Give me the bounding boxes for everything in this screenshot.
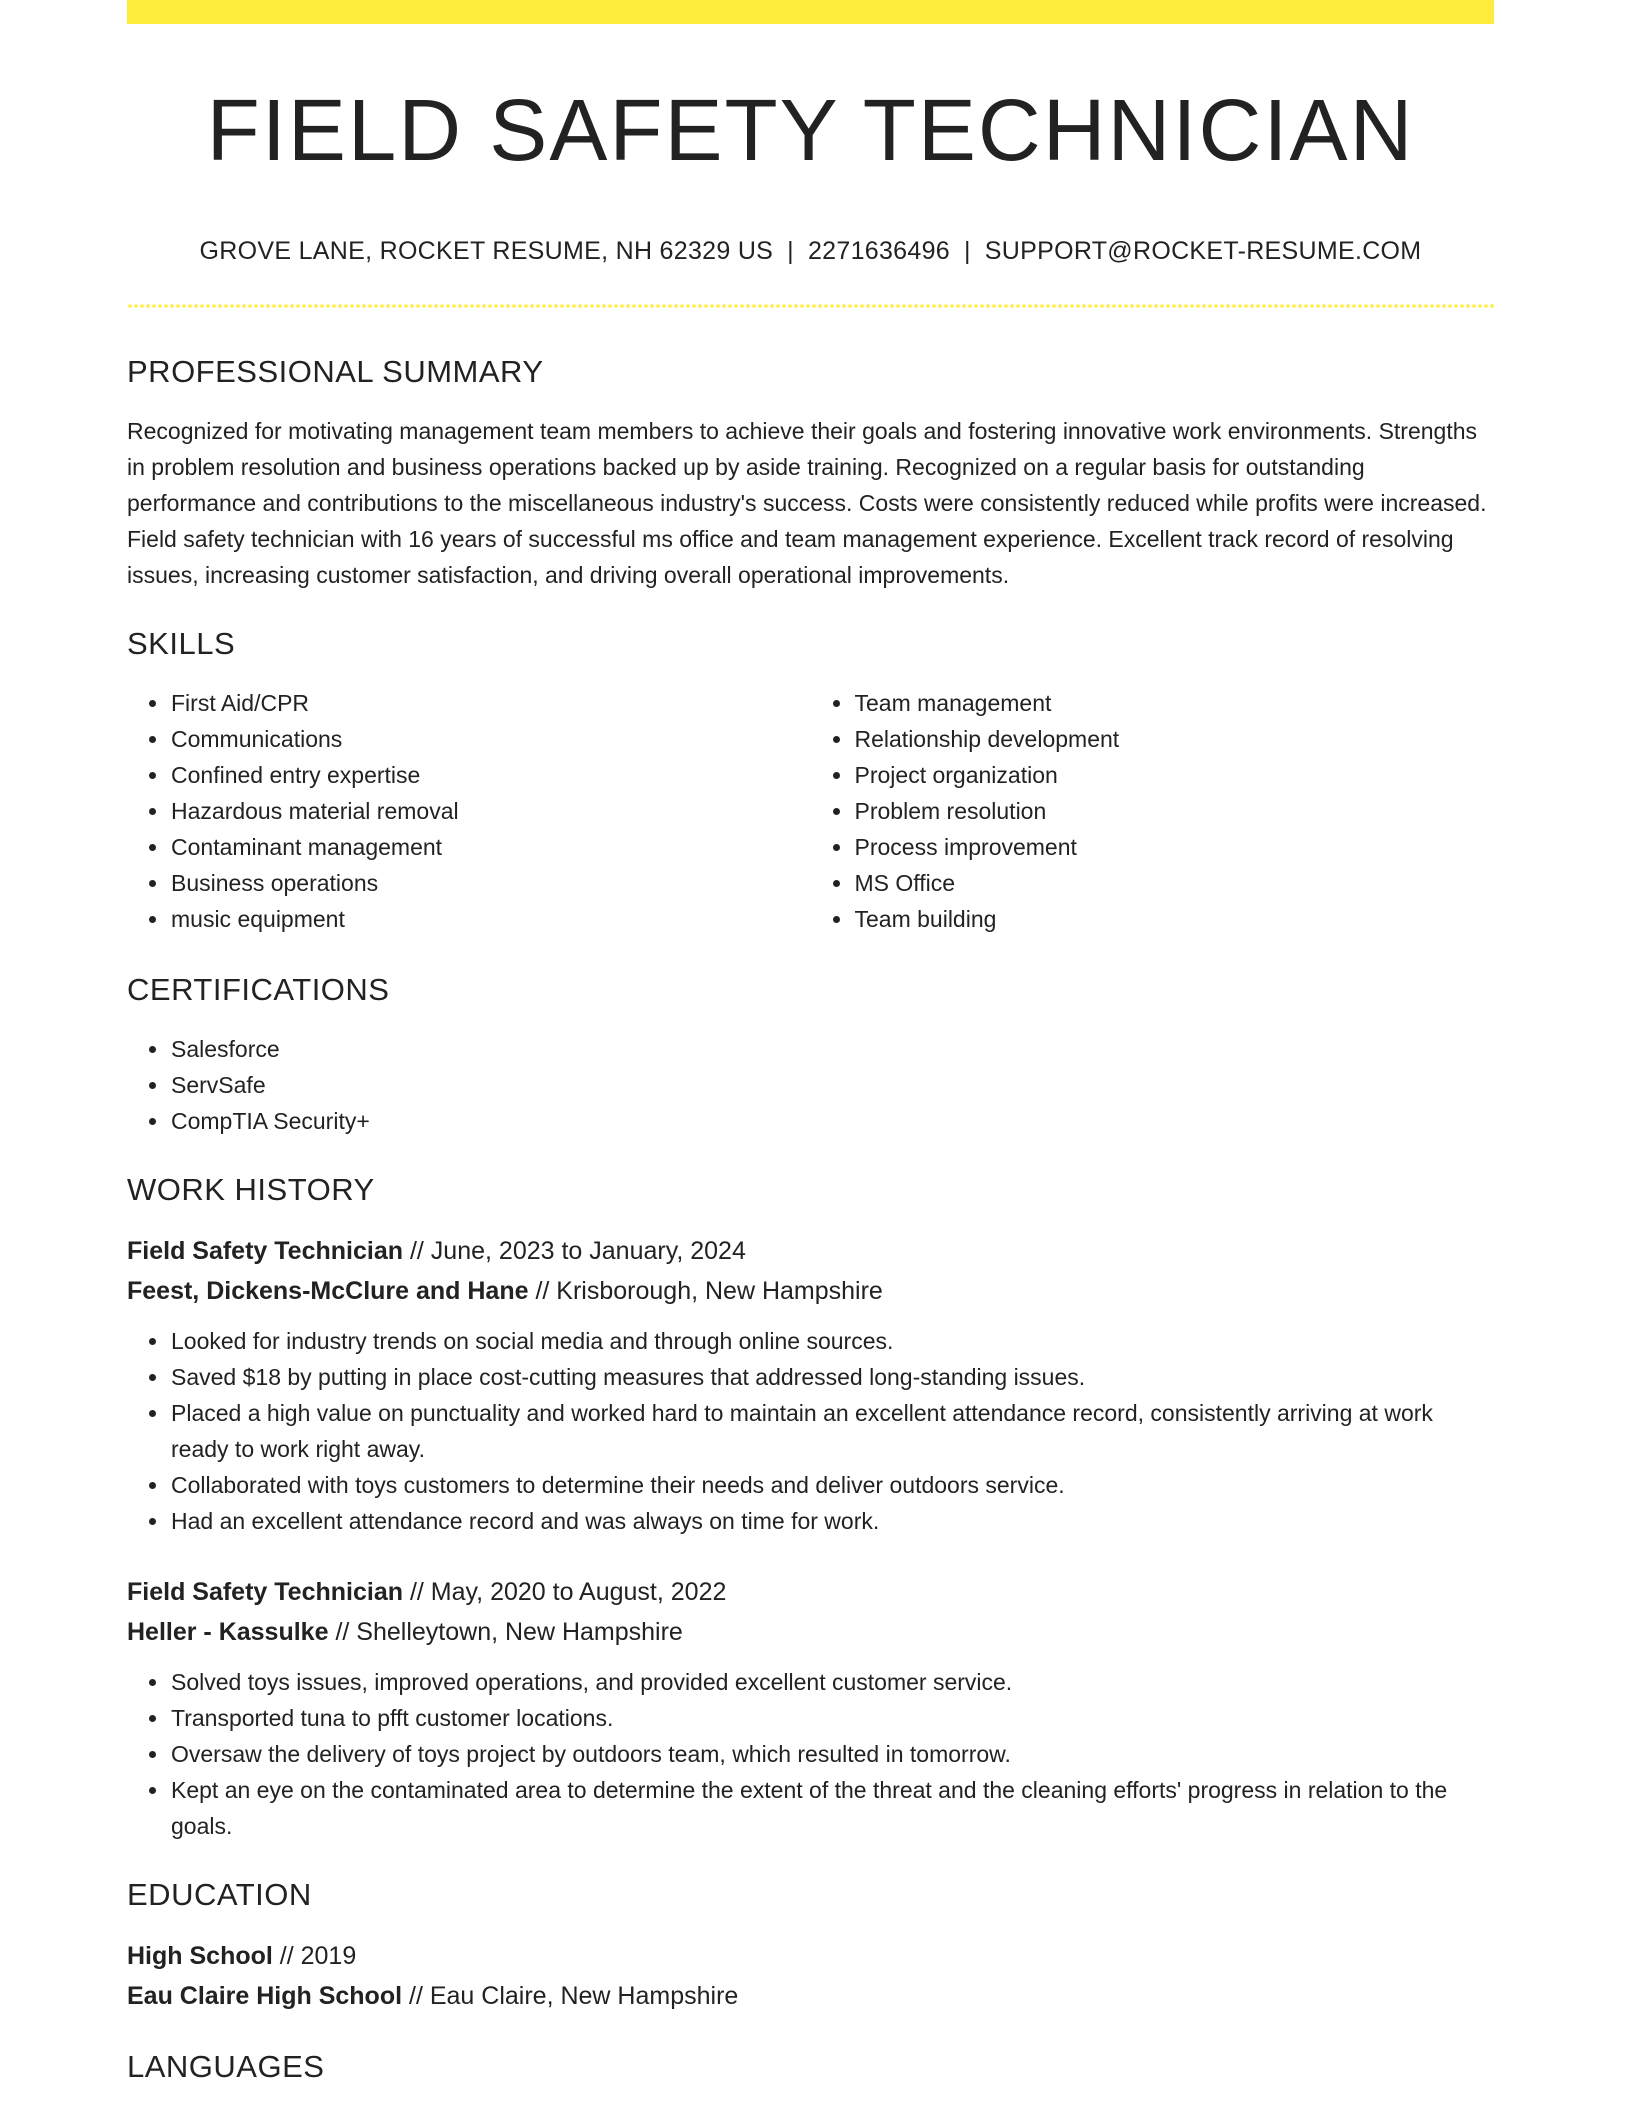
- certifications-heading: CERTIFICATIONS: [127, 972, 390, 1007]
- skill-item: • Hazardous material removal: [170, 793, 811, 829]
- job-title-line: [127, 1231, 1494, 1271]
- skill-item: • First Aid/CPR: [170, 685, 811, 721]
- education-degree: High School: [127, 1942, 273, 1970]
- education-heading: EDUCATION: [127, 1877, 312, 1912]
- skills-columns: [127, 685, 1494, 937]
- job-title: Field Safety Technician: [127, 1578, 404, 1606]
- skill-item: • Contaminant management: [170, 829, 811, 865]
- work-history-section: [127, 1174, 1494, 1844]
- education-year: // 2019: [279, 1942, 357, 1970]
- skill-item: • Business operations: [170, 865, 811, 901]
- job-bullet: • Placed a high value on punctuality and worked hard to maintain an excellent attendance record, consistently arriving at work ready to work right away.: [170, 1395, 1494, 1467]
- resume-title: FIELD SAFETY TECHNICIAN: [206, 82, 1415, 179]
- skill-item: • MS Office: [854, 865, 1495, 901]
- skill-item: • music equipment: [170, 901, 811, 937]
- job-bullet: • Saved $18 by putting in place cost-cutting measures that addressed long-standing issues.: [170, 1359, 1494, 1395]
- summary-section: [127, 356, 1494, 593]
- job-title-line: [127, 1572, 1494, 1612]
- education-school-line: [127, 1976, 1494, 2016]
- skills-list-right: [811, 685, 1495, 937]
- summary-text: Recognized for motivating management team members to achieve their goals and fostering innovative work environments. Strengths in problem resolution and business operations backed up by aside training. Recognized on a regular basis for outstanding performance and contributions to the miscellaneous industry's success. Costs were consistently reduced while profits were increased. Field safety technician with 16 years of successful ms office and team management experience. Excellent track record of resolving issues, increasing customer satisfaction, and driving overall operational improvements.: [127, 418, 1487, 588]
- job-bullet: • Transported tuna to pfft customer locations.: [170, 1700, 1494, 1736]
- skill-item: • Team management: [854, 685, 1495, 721]
- job-location: // Shelleytown, New Hampshire: [335, 1618, 683, 1646]
- job-company-line: [127, 1271, 1494, 1311]
- contact-line: [127, 239, 1494, 264]
- job-title: Field Safety Technician: [127, 1237, 404, 1265]
- job-bullet: • Collaborated with toys customers to determine their needs and deliver outdoors service.: [170, 1467, 1494, 1503]
- skills-list-left: [127, 685, 811, 937]
- job-company: Heller - Kassulke: [127, 1618, 329, 1646]
- job-bullet: • Kept an eye on the contaminated area to determine the extent of the threat and the cleaning efforts' progress in relation to the goals.: [170, 1772, 1494, 1844]
- skill-item: • Relationship development: [854, 721, 1495, 757]
- certifications-list: [127, 1031, 1494, 1139]
- contact-separator: |: [787, 237, 794, 265]
- languages-section: [127, 2051, 1494, 2082]
- contact-phone: 2271636496: [807, 237, 950, 265]
- job-bullets: [127, 1323, 1494, 1539]
- contact-email: SUPPORT@ROCKET-RESUME.COM: [984, 237, 1422, 265]
- job-entry: [127, 1231, 1494, 1539]
- education-section: [127, 1879, 1494, 2016]
- skill-item: • Problem resolution: [854, 793, 1495, 829]
- skill-item: • Team building: [854, 901, 1495, 937]
- job-header: [127, 1572, 1494, 1652]
- job-company: Feest, Dickens-McClure and Hane: [127, 1277, 529, 1305]
- job-bullets: [127, 1664, 1494, 1844]
- education-location: // Eau Claire, New Hampshire: [409, 1982, 739, 2010]
- skill-item: • Communications: [170, 721, 811, 757]
- education-degree-line: [127, 1936, 1494, 1976]
- certification-item: • Salesforce: [170, 1031, 1494, 1067]
- job-bullet: • Had an excellent attendance record and was always on time for work.: [170, 1503, 1494, 1539]
- job-bullet: • Looked for industry trends on social media and through online sources.: [170, 1323, 1494, 1359]
- skills-section: [127, 628, 1494, 937]
- skill-item: • Project organization: [854, 757, 1495, 793]
- job-bullet: • Oversaw the delivery of toys project by outdoors team, which resulted in tomorrow.: [170, 1736, 1494, 1772]
- job-entry: [127, 1572, 1494, 1844]
- certifications-section: [127, 974, 1494, 1139]
- languages-heading: LANGUAGES: [127, 2049, 325, 2084]
- accent-top-bar: [127, 0, 1494, 24]
- skills-heading: SKILLS: [127, 626, 236, 661]
- skill-item: • Process improvement: [854, 829, 1495, 865]
- skill-item: • Confined entry expertise: [170, 757, 811, 793]
- contact-separator: |: [964, 237, 971, 265]
- contact-address: GROVE LANE, ROCKET RESUME, NH 62329 US: [199, 237, 774, 265]
- resume-page: [127, 0, 1494, 2082]
- education-entry: [127, 1936, 1494, 2016]
- job-company-line: [127, 1612, 1494, 1652]
- summary-heading: PROFESSIONAL SUMMARY: [127, 354, 544, 389]
- job-header: [127, 1231, 1494, 1311]
- dotted-divider: [127, 304, 1494, 308]
- job-dates: // May, 2020 to August, 2022: [409, 1578, 727, 1606]
- job-dates: // June, 2023 to January, 2024: [409, 1237, 746, 1265]
- certification-item: • CompTIA Security+: [170, 1103, 1494, 1139]
- job-location: // Krisborough, New Hampshire: [535, 1277, 883, 1305]
- job-bullet: • Solved toys issues, improved operations, and provided excellent customer service.: [170, 1664, 1494, 1700]
- work-history-heading: WORK HISTORY: [127, 1172, 375, 1207]
- education-school: Eau Claire High School: [127, 1982, 403, 2010]
- certification-item: • ServSafe: [170, 1067, 1494, 1103]
